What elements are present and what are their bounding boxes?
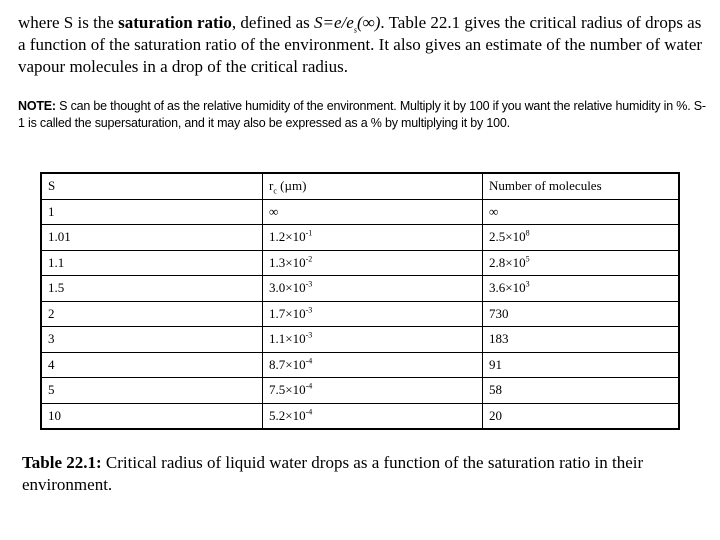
cell-molecule-count: $2.5\times 10^8$ xyxy=(483,225,680,251)
cell-critical-radius: ∞ xyxy=(263,199,483,225)
table-row xyxy=(41,352,679,378)
cell-saturation-ratio: 1 xyxy=(41,199,263,225)
cell-saturation-ratio: 4 xyxy=(41,352,263,378)
note-paragraph xyxy=(18,98,708,132)
intro-text-3: . Table 22.1 gives the critical radius of drops as a function of the saturation ratio of the environment. It also gives an estimate of the number of water vapour molecules in a drop of the critical radius. xyxy=(18,13,703,76)
cell-saturation-ratio: 2 xyxy=(41,301,263,327)
table-row xyxy=(41,403,679,429)
cell-saturation-ratio: 1.5 xyxy=(41,276,263,302)
cell-critical-radius: $8.7\times 10^{-4}$ xyxy=(263,352,483,378)
cell-saturation-ratio: 10 xyxy=(41,403,263,429)
table-caption xyxy=(22,452,712,496)
cell-saturation-ratio: 3 xyxy=(41,327,263,353)
cell-critical-radius: $1.7\times 10^{-3}$ xyxy=(263,301,483,327)
saturation-ratio-term: saturation ratio xyxy=(118,13,232,32)
cell-saturation-ratio: 5 xyxy=(41,378,263,404)
cell-critical-radius: $1.2\times 10^{-1}$ xyxy=(263,225,483,251)
table-row xyxy=(41,378,679,404)
intro-text-2: , defined as xyxy=(231,13,315,32)
cell-critical-radius: $5.2\times 10^{-4}$ xyxy=(263,403,483,429)
cell-saturation-ratio: 1.01 xyxy=(41,225,263,251)
header-s: S xyxy=(41,173,263,199)
cell-molecule-count: 20 xyxy=(483,403,680,429)
saturation-formula: $S=e/e_s(\infty)$ xyxy=(314,13,381,35)
header-critical-radius: $r_c$ (µm) xyxy=(263,173,483,199)
cell-critical-radius: $1.3\times 10^{-2}$ xyxy=(263,250,483,276)
cell-critical-radius: $7.5\times 10^{-4}$ xyxy=(263,378,483,404)
cell-molecule-count: ∞ xyxy=(483,199,680,225)
table-row xyxy=(41,301,679,327)
intro-paragraph xyxy=(18,12,708,78)
table-row xyxy=(41,250,679,276)
cell-molecule-count: 91 xyxy=(483,352,680,378)
header-number-of-molecules: Number of molecules xyxy=(483,173,680,199)
cell-saturation-ratio: 1.1 xyxy=(41,250,263,276)
cell-critical-radius: $1.1\times 10^{-3}$ xyxy=(263,327,483,353)
cell-molecule-count: 58 xyxy=(483,378,680,404)
table-header-row xyxy=(41,173,679,199)
table-row xyxy=(41,225,679,251)
caption-text: Critical radius of liquid water drops as a function of the saturation ratio in their environment. xyxy=(22,453,644,494)
cell-molecule-count: $2.8\times 10^5$ xyxy=(483,250,680,276)
cell-molecule-count: 183 xyxy=(483,327,680,353)
table-row xyxy=(41,276,679,302)
critical-radius-table xyxy=(40,172,680,430)
caption-label: Table 22.1: xyxy=(22,453,102,472)
note-text: S can be thought of as the relative humidity of the environment. Multiply it by 100 if you want the relative humidity in %. S-1 is called the supersaturation, and it may also be expressed as a % by multiplying it by 100. xyxy=(18,99,706,130)
intro-text-1: where S is the xyxy=(18,13,119,32)
cell-molecule-count: $3.6\times 10^3$ xyxy=(483,276,680,302)
cell-critical-radius: $3.0\times 10^{-3}$ xyxy=(263,276,483,302)
table-row xyxy=(41,199,679,225)
table-row xyxy=(41,327,679,353)
note-label: NOTE: xyxy=(18,99,56,113)
cell-molecule-count: 730 xyxy=(483,301,680,327)
